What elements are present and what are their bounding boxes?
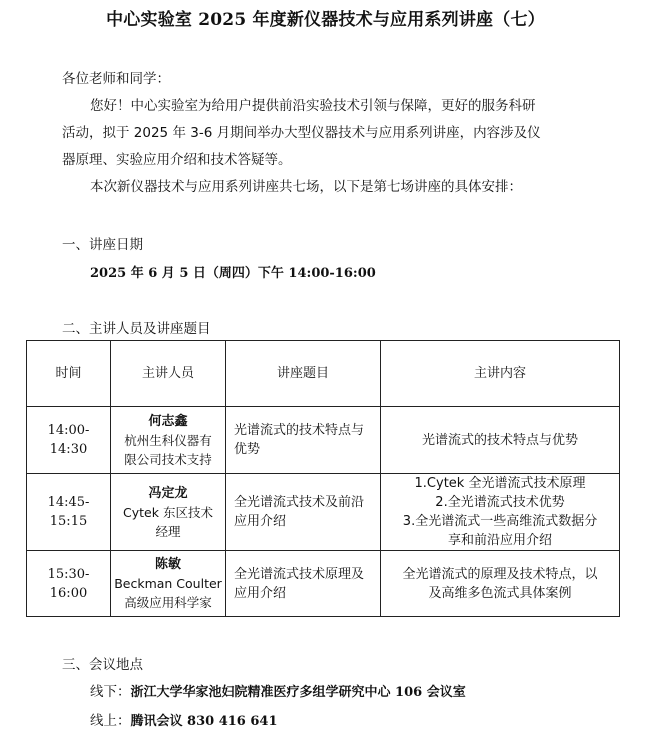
content-line: 全光谱流式的原理及技术特点，以 (402, 566, 598, 582)
speaker-org-line: 杭州生科仪器有 (124, 432, 212, 448)
online-meeting-id: 腾讯会议 830 416 641 (130, 714, 278, 729)
speaker-org-line: Cytek 东区技术 (123, 504, 213, 520)
intro-line-3: 器原理、实验应用介绍和技术答疑等。 (62, 152, 292, 168)
online-label: 线上： (90, 713, 131, 729)
header-speaker: 主讲人员 (111, 341, 226, 407)
content-line: 2.全光谱流式技术优势 (435, 495, 565, 510)
row-topic-cell (226, 551, 381, 617)
speaker-org-line: 经理 (155, 523, 181, 539)
page-title: 中心实验室 2025 年度新仪器技术与应用系列讲座（七） (106, 10, 545, 30)
row-time: 14:45-15:15 (27, 474, 111, 551)
row-content-cell (381, 407, 620, 474)
content-line: 1.Cytek 全光谱流式技术原理 (414, 476, 586, 491)
intro-line-1: 您好！中心实验室为给用户提供前沿实验技术引领与保障，更好的服务科研 (90, 98, 536, 114)
row-speaker-cell (111, 551, 226, 617)
schedule-table (26, 340, 620, 617)
topic-line: 全光谱流式技术原理及 (234, 566, 365, 582)
topic-line: 应用介绍 (234, 585, 287, 601)
topic-line: 光谱流式的技术特点与 (234, 423, 365, 438)
section-speakers-heading: 二、主讲人员及讲座题目 (62, 321, 211, 337)
table-row (27, 551, 620, 617)
section-date-heading: 一、讲座日期 (62, 237, 143, 253)
row-content-cell (381, 474, 620, 551)
content-line: 享和前沿应用介绍 (447, 533, 552, 548)
table-row (27, 407, 620, 474)
section-venue-heading: 三、会议地点 (62, 657, 143, 673)
topic-line: 全光谱流式技术及前沿 (234, 495, 365, 510)
speaker-org-line: 限公司技术支持 (124, 451, 212, 467)
row-topic-cell (226, 474, 381, 551)
row-speaker-cell (111, 407, 226, 474)
greeting: 各位老师和同学： (62, 71, 170, 87)
content-line: 光谱流式的技术特点与优势 (421, 432, 578, 448)
venue-offline (90, 680, 466, 700)
speaker-name: 冯定龙 (148, 485, 188, 501)
intro-line-4: 本次新仪器技术与应用系列讲座共七场，以下是第七场讲座的具体安排： (90, 179, 522, 195)
speaker-name: 陈敏 (154, 557, 181, 572)
speaker-org-line: 高级应用科学家 (124, 595, 212, 610)
speaker-org-line: Beckman Coulter (114, 576, 222, 591)
table-row (27, 474, 620, 551)
topic-line: 优势 (234, 442, 261, 457)
table-header-row (27, 341, 620, 407)
offline-label: 线下： (90, 684, 131, 700)
header-content: 主讲内容 (381, 341, 620, 407)
venue-online (90, 709, 278, 729)
row-time: 14:00-14:30 (27, 407, 111, 474)
row-time: 15:30-16:00 (27, 551, 111, 617)
offline-venue: 浙江大学华家池妇院精准医疗多组学研究中心 106 会议室 (130, 685, 466, 700)
header-time: 时间 (27, 341, 111, 407)
row-topic-cell (226, 407, 381, 474)
row-speaker-cell (111, 474, 226, 551)
lecture-date: 2025 年 6 月 5 日（周四）下午 14:00-16:00 (90, 266, 376, 281)
speaker-name: 何志鑫 (148, 413, 188, 429)
content-line: 3.全光谱流式一些高维流式数据分 (402, 514, 598, 529)
topic-line: 应用介绍 (234, 514, 287, 529)
intro-line-2: 活动，拟于 2025 年 3-6 月期间举办大型仪器技术与应用系列讲座，内容涉及仪 (62, 125, 541, 141)
header-topic: 讲座题目 (226, 341, 381, 407)
row-content-cell (381, 551, 620, 617)
content-line: 及高维多色流式具体案例 (428, 585, 572, 601)
